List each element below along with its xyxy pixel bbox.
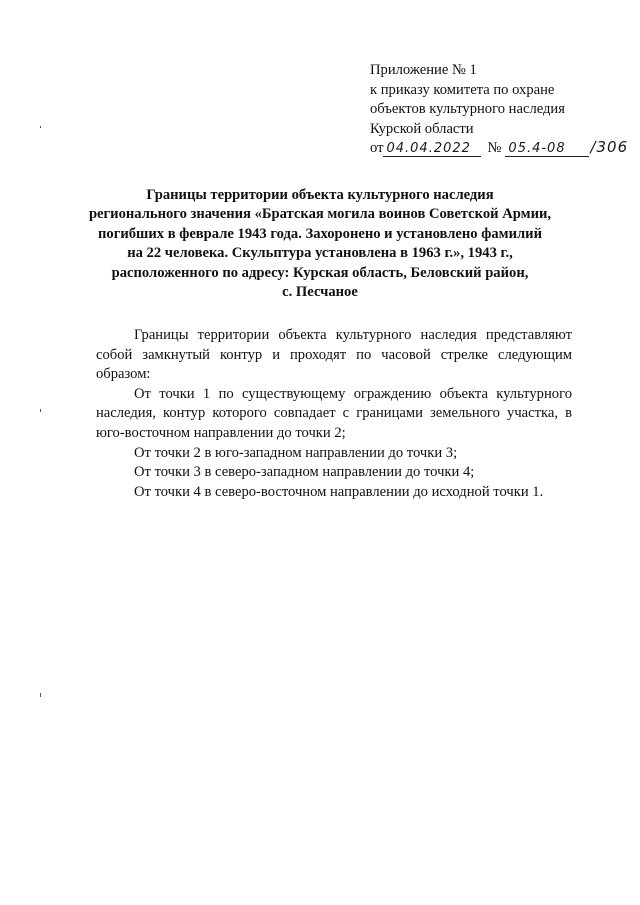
body-paragraph: От точки 1 по существующему ограждению объекта культурного наследия, контур которого совпадает с границами земельного участка, в юго-восточном направлении до точки 2; [96,385,572,441]
title-line: погибших в феврале 1943 года. Захоронено и установлено фамилий [97,225,543,242]
appendix-order-ref: к приказу комитета по охране [370,81,555,98]
number-sign: № [487,140,502,156]
body-paragraph: От точки 4 в северо-восточном направлении до исходной точки 1. [134,483,544,500]
handwritten-order-number: 05.4-08 [505,141,589,157]
title-line: расположенного по адресу: Курская область, Беловский район, [111,264,529,281]
title-line: с. Песчаное [282,284,358,301]
title-line: на 22 человека. Скульптура установлена в 1963 г.», 1943 г., [127,245,513,262]
scan-speck [40,126,41,128]
title-line: регионального значения «Братская могила воинов Советской Армии, [88,206,552,223]
document-body [96,326,572,502]
appendix-committee: объектов культурного наследия [370,101,565,117]
appendix-number: Приложение № 1 [370,62,477,78]
handwritten-order-suffix: /306 [590,138,629,156]
title-line: Границы территории объекта культурного наследия [146,187,494,203]
appendix-date-number-row [370,139,630,159]
body-paragraph: Границы территории объекта культурного наследия представляют собой замкнутый контур и проходят по часовой стрелке следующим образом: [96,327,572,383]
from-label: от [370,140,384,156]
document-title [80,186,560,302]
body-paragraph: От точки 3 в северо-западном направлении до точки 4; [134,464,475,481]
appendix-header [370,61,630,159]
scan-speck [40,693,41,697]
scan-speck [40,409,41,412]
appendix-region: Курской области [370,120,474,137]
handwritten-date: 04.04.2022 [383,141,481,157]
order-suffix-text: 306 [596,138,629,156]
body-paragraph: От точки 2 в юго-западном направлении до точки 3; [134,444,458,461]
